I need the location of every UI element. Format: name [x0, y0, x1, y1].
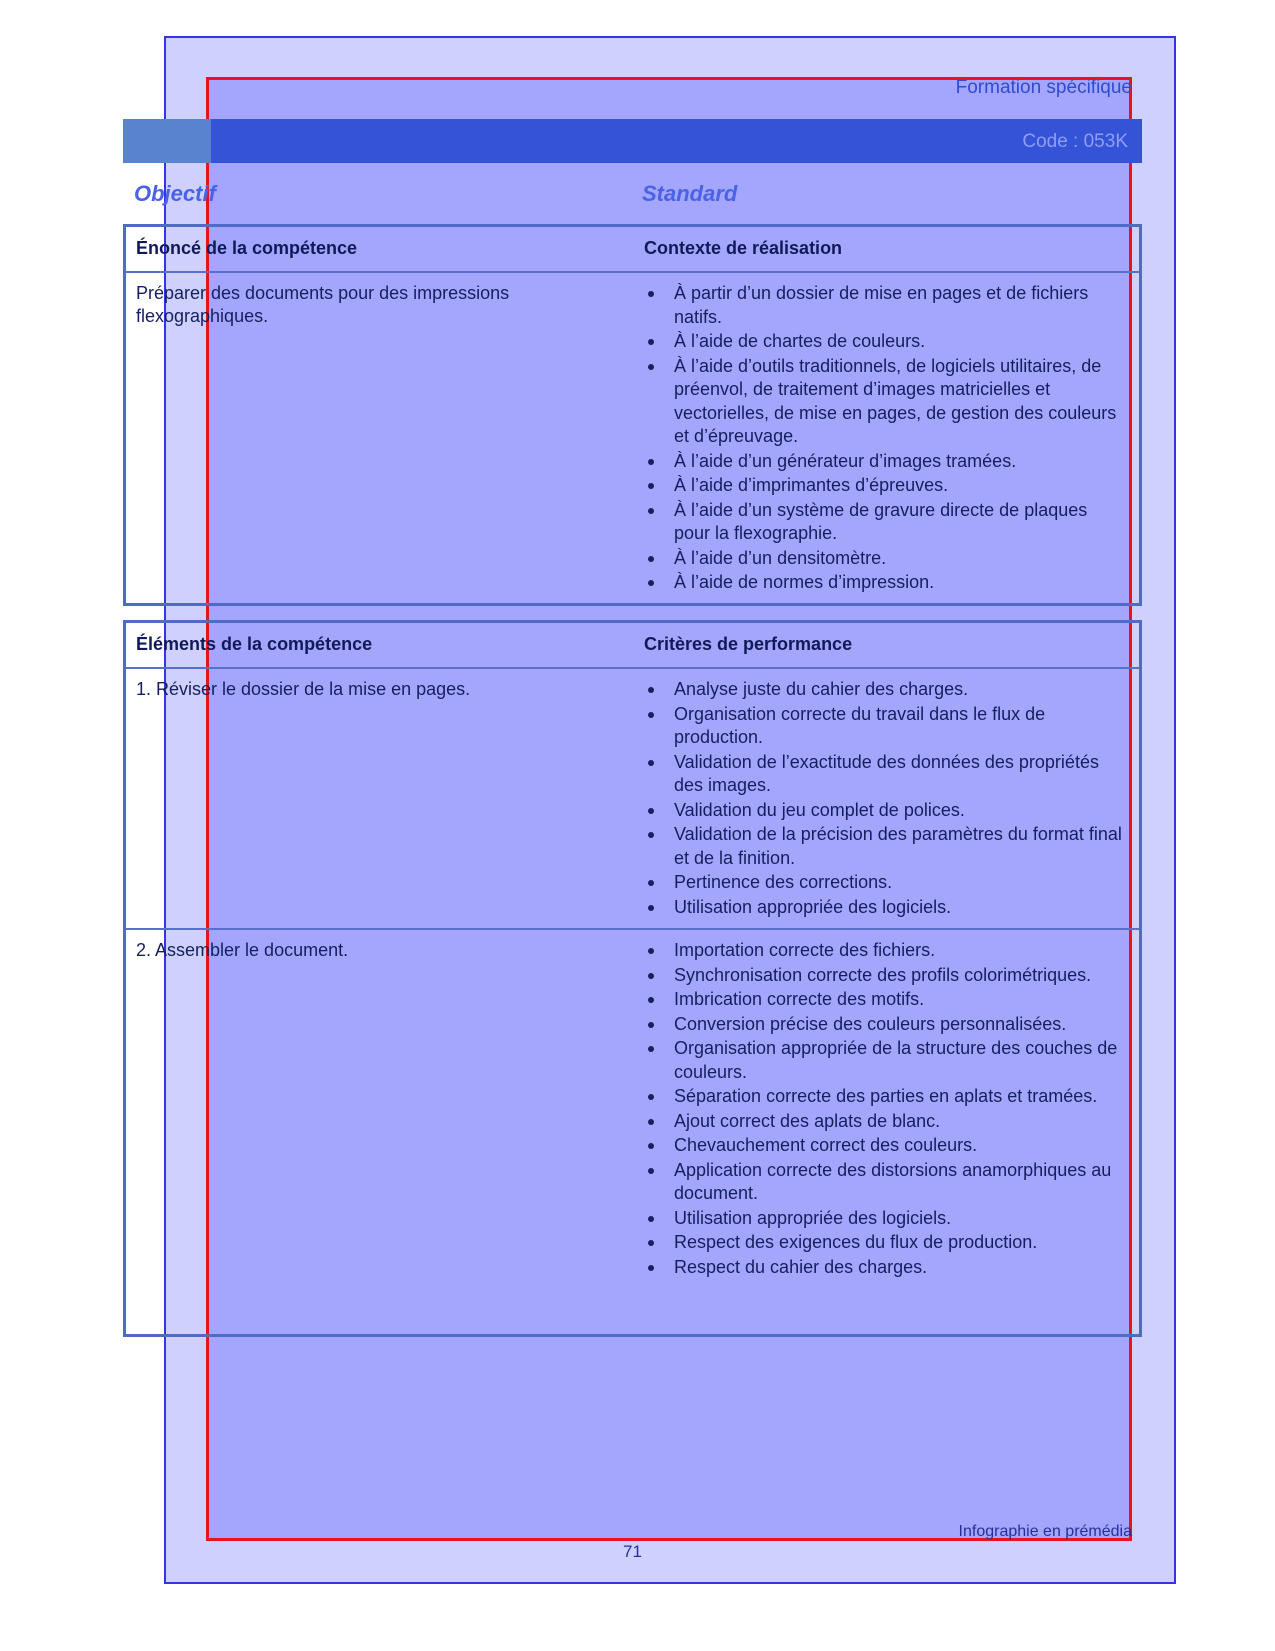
list-item: Synchronisation correcte des profils colorimétriques.	[644, 964, 1124, 988]
list-item: Conversion précise des couleurs personnalisées.	[644, 1013, 1124, 1037]
list-item: Importation correcte des fichiers.	[644, 939, 1124, 963]
competence-table	[123, 224, 1142, 606]
context-list	[644, 282, 1124, 596]
list-item: Chevauchement correct des couleurs.	[644, 1134, 1124, 1158]
criteria-list-1	[644, 678, 1124, 920]
table-divider	[126, 271, 1139, 273]
list-item: À l’aide d’imprimantes d’épreuves.	[644, 474, 1124, 498]
code-bar	[123, 119, 1142, 163]
program-header: Formation spécifique	[955, 77, 1132, 98]
list-item: Validation de l’exactitude des données des propriétés des images.	[644, 751, 1124, 798]
elements-header: Éléments de la compétence	[136, 634, 373, 654]
list-item: À l’aide d’un système de gravure directe de plaques pour la flexographie.	[644, 499, 1124, 546]
list-item: Séparation correcte des parties en aplats et tramées.	[644, 1085, 1124, 1109]
list-item: Pertinence des corrections.	[644, 871, 1124, 895]
list-item: Respect des exigences du flux de production.	[644, 1231, 1124, 1255]
list-item: Ajout correct des aplats de blanc.	[644, 1110, 1124, 1134]
list-item: À partir d’un dossier de mise en pages et de fichiers natifs.	[644, 282, 1124, 329]
list-item: Application correcte des distorsions anamorphiques au document.	[644, 1159, 1124, 1206]
list-item: À l’aide de chartes de couleurs.	[644, 330, 1124, 354]
row-divider	[126, 928, 1139, 930]
list-item: À l’aide d’un générateur d’images tramées.	[644, 450, 1124, 474]
list-item: Utilisation appropriée des logiciels.	[644, 896, 1124, 920]
criteria-header: Critères de performance	[644, 634, 853, 654]
competence-statement-header: Énoncé de la compétence	[136, 238, 358, 258]
table-divider	[126, 667, 1139, 669]
page-number: 71	[623, 1542, 642, 1561]
code-bar-accent	[123, 119, 211, 163]
footer-program-name: Infographie en prémédia	[958, 1523, 1132, 1540]
criteria-list-2	[644, 939, 1124, 1280]
list-item: Analyse juste du cahier des charges.	[644, 678, 1124, 702]
list-item: Organisation appropriée de la structure des couches de couleurs.	[644, 1037, 1124, 1084]
list-item: Respect du cahier des charges.	[644, 1256, 1124, 1280]
standard-heading: Standard	[642, 181, 738, 206]
element-2: 2. Assembler le document.	[136, 940, 349, 960]
competence-statement: Préparer des documents pour des impressions flexographiques.	[136, 283, 510, 326]
competency-code: Code : 053K	[1022, 131, 1128, 152]
objectif-heading: Objectif	[134, 181, 216, 206]
list-item: À l’aide d’outils traditionnels, de logiciels utilitaires, de préenvol, de traitement d’images matricielles et vectorielles, de mise en pages, de gestion des couleurs et d’épreuvage.	[644, 355, 1124, 449]
list-item: À l’aide de normes d’impression.	[644, 571, 1124, 595]
list-item: Validation du jeu complet de polices.	[644, 799, 1124, 823]
list-item: Validation de la précision des paramètres du format final et de la finition.	[644, 823, 1124, 870]
list-item: Imbrication correcte des motifs.	[644, 988, 1124, 1012]
elements-table	[123, 620, 1142, 1337]
context-header: Contexte de réalisation	[644, 238, 843, 258]
list-item: À l’aide d’un densitomètre.	[644, 547, 1124, 571]
element-1: 1. Réviser le dossier de la mise en pages.	[136, 679, 471, 699]
list-item: Utilisation appropriée des logiciels.	[644, 1207, 1124, 1231]
list-item: Organisation correcte du travail dans le flux de production.	[644, 703, 1124, 750]
